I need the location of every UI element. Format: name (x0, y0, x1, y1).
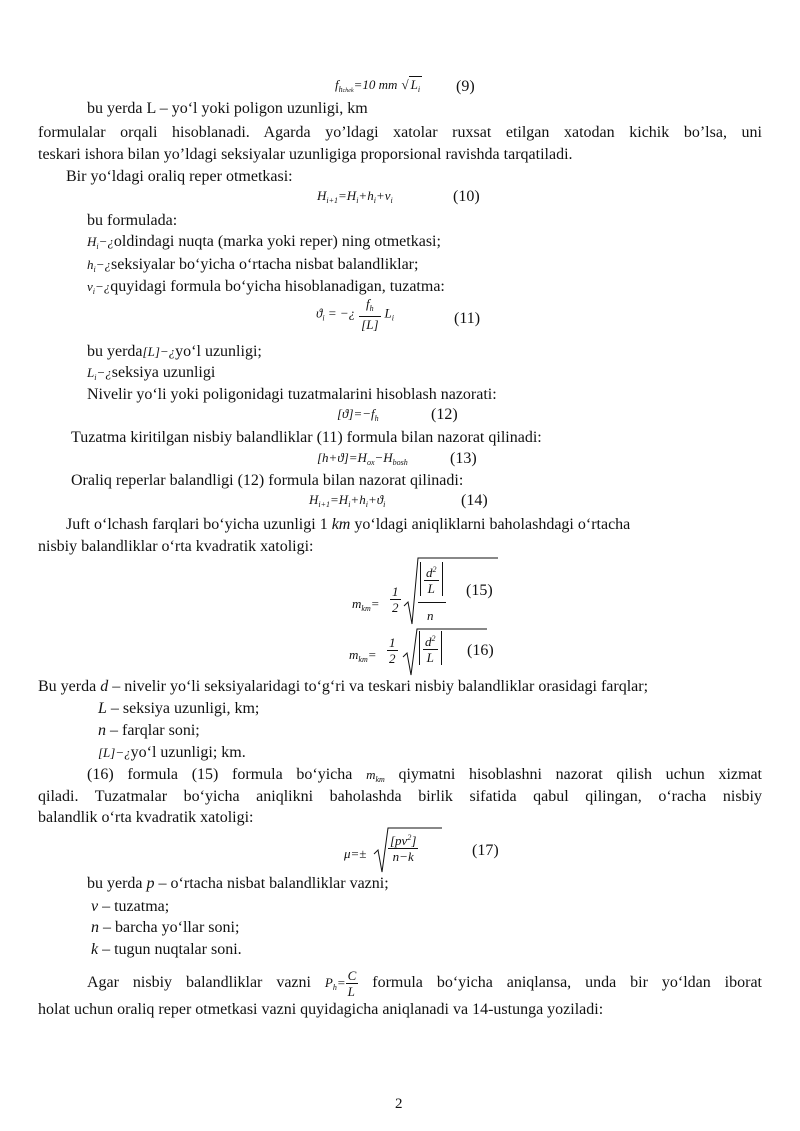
eq10-number: (10) (453, 188, 480, 205)
weight-fraction: $\frac{C}{L}$ (347, 968, 357, 999)
eq16-inner-bracket: $\frac{d^2}{L}$ (419, 631, 442, 665)
para-19: k – tugun nuqtalar soni. (91, 941, 242, 958)
equation-12: [ϑ]=−fh (337, 406, 379, 423)
eq15-half: $\frac{1}{2}$ (392, 584, 399, 615)
eq11-number: (11) (454, 310, 481, 327)
para-8: Tuzatma kiritilgan nisbiy balandliklar (11) formula bilan nazorat qilinadi: (71, 429, 542, 446)
page-number: 2 (395, 1096, 403, 1112)
equation-14: Hi+1=Hi+hi+ϑi (309, 492, 386, 509)
eq14-number: (14) (461, 492, 488, 509)
para-15c: balandlik o‘rta kvadratik xatoligi: (38, 809, 254, 826)
para-9: Oraliq reperlar balandligi (12) formula bilan nazorat qilinadi: (71, 472, 464, 489)
eq16-half: $\frac{1}{2}$ (389, 635, 396, 666)
para-5: bu yerda[L]−¿yo‘l uzunligi; (87, 343, 262, 360)
definition-v: vi−¿quyidagi formula bo‘yicha hisoblanadigan, tuzatma: (87, 278, 445, 296)
eq9-radicand: $L_i$ (410, 77, 421, 94)
equation-10: Hi+1=Hi+hi+vi (317, 188, 393, 205)
para-21: holat uchun oraliq reper otmetkasi vazni quyidagicha aniqlanadi va 14-ustunga yoziladi: (38, 1001, 604, 1018)
eq15-number: (15) (466, 582, 493, 599)
para-20: Agar nisbiy balandliklar vazni Ph= $\frac{C}{L}$ formula bo‘yicha aniqlansa, unda bir yo‘ldan iborat (87, 968, 762, 999)
para-4: bu formulada: (87, 212, 178, 229)
definition-H: Hi−¿oldindagi nuqta (marka yoki reper) ning otmetkasi; (87, 233, 441, 251)
para-13: n – farqlar soni; (98, 722, 200, 739)
eq9-lhs-sub: hchek (338, 85, 354, 94)
para-17: v – tuzatma; (91, 898, 170, 915)
eq9-number: (9) (456, 78, 475, 95)
equation-13: [h+ϑ]=Hox−Hbosh (317, 450, 408, 467)
para-3: Bir yo‘ldagi oraliq reper otmetkasi: (66, 168, 293, 185)
para-15b: qiladi. Tuzatmalar bo‘yicha aniqlikni baholashda birlik sifatida qabul qilingan, o‘racha nisbiy (38, 788, 762, 805)
equation-9: fhchek=10 mm √ $L_i$ (335, 77, 421, 94)
eq11-fraction: $\frac{f_h}{[L]}$ (361, 296, 379, 332)
eq16-number: (16) (467, 642, 494, 659)
eq15-outer-den: n (427, 608, 434, 623)
para-6: Li−¿seksiya uzunligi (87, 364, 216, 382)
para-15a: (16) formula (15) formula bo‘yicha mkm qiymatni hisoblashni nazorat qilish uchun xizmat (87, 766, 762, 784)
eq15-inner-bracket: $\frac{d^2}{L}$ (420, 562, 443, 596)
definition-h: hi−¿seksiyalar bo‘yicha o‘rtacha nisbat balandliklar; (87, 256, 419, 274)
eq9-rhs: =10 mm (353, 77, 398, 92)
equation-11: ϑi = −¿ $\frac{f_h}{[L]}$ Li (316, 296, 394, 332)
para-12: L – seksiya uzunligi, km; (98, 700, 260, 717)
para-1: bu yerda L – yo‘l yoki poligon uzunligi, km (87, 100, 368, 117)
para-2b: teskari ishora bilan yo’ldagi seksiyalar uzunligiga proporsional ravishda tarqatiladi. (38, 146, 573, 163)
para-16: bu yerda p – o‘rtacha nisbat balandliklar vazni; (87, 875, 389, 892)
para-2a: formulalar orqali hisoblanadi. Agarda yo’ldagi xatolar ruxsat etilgan xatodan kichik bo’lsa, uni (38, 124, 762, 141)
eq17-number: (17) (472, 842, 499, 859)
eq17-fraction: $\frac{[pv^2]}{n-k}$ (388, 830, 418, 864)
eq9-lhs: f (335, 77, 339, 92)
para-10b: nisbiy balandliklar o‘rta kvadratik xatoligi: (38, 538, 314, 555)
eq13-number: (13) (450, 450, 477, 467)
para-14: [L]−¿yo‘l uzunligi; km. (98, 744, 246, 761)
para-7: Nivelir yo‘li yoki poligonidagi tuzatmalarini hisoblash nazorati: (87, 386, 497, 403)
para-11: Bu yerda d – nivelir yo‘li seksiyalaridagi to‘g‘ri va teskari nisbiy balandliklar orasidagi farqlar; (38, 678, 649, 695)
para-10a: Juft o‘lchash farqlari bo‘yicha uzunligi 1 km yo‘ldagi aniqliklarni baholashdagi o‘rtacha (66, 516, 631, 533)
eq17-lhs: μ=± (344, 846, 367, 861)
eq12-number: (12) (431, 406, 458, 423)
para-18: n – barcha yo‘llar soni; (91, 919, 240, 936)
